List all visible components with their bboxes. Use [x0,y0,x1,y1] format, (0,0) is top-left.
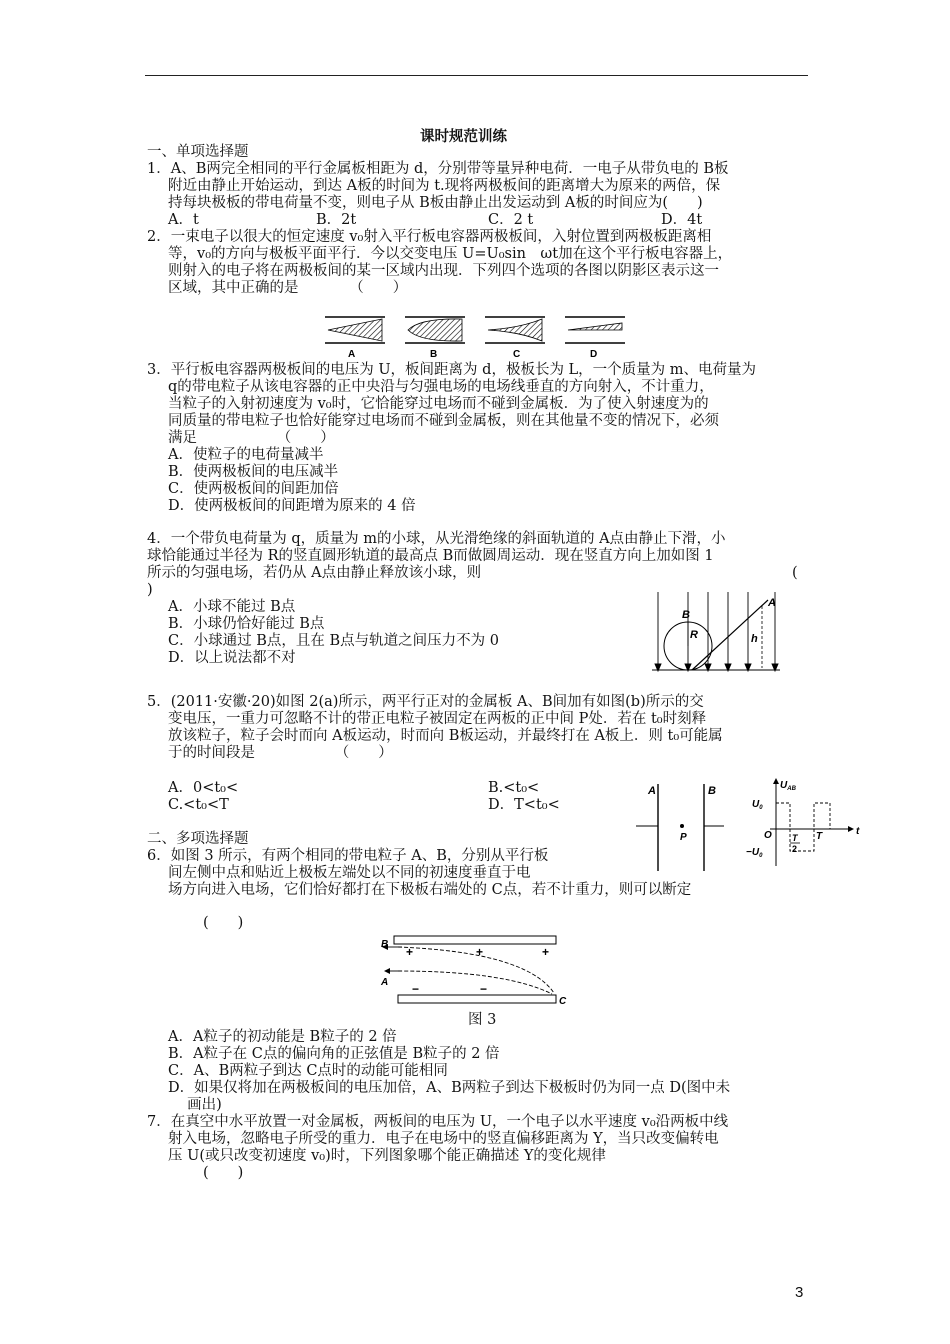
q6-paren: ( ) [203,915,244,931]
q6-option: D．如果仅将加在两极板间的电压加倍，A、B两粒子到达下极板时仍为同一点 D(图中未 [168,1080,731,1096]
q6-minus-sign: − [412,982,420,996]
q5-option: D．T<t₀< [488,797,560,813]
q6-plus-sign: + [542,945,550,959]
q3-line: 满足 （ ） [168,430,335,446]
q6-minus-sign: − [480,982,488,996]
q6-line: 间左侧中点和贴近上极板左端处以不同的初速度垂直于电 [168,865,531,881]
page-number: 3 [795,1284,804,1301]
q6-option: C．A、B两粒子到达 C点时的动能可能相同 [168,1063,448,1079]
q2-fig-label: C [513,349,521,360]
q1-option: B．2t [316,212,357,228]
q3-option: B．使两极板间的电压减半 [168,464,339,480]
q2-line: 等，v₀的方向与极板平面平行．今以交变电压 U=U₀sin ωt加在这个平行板电容器上， [168,246,733,262]
q6-line: 场方向进入电场，它们恰好都打在下极板右端处的 C点，若不计重力，则可以断定 [168,882,692,898]
q2-fig-label: A [348,349,356,360]
q7-line: 射入电场，忽略电子所受的重力．电子在电场中的竖直偏移距离为 Y，当只改变偏转电 [168,1131,719,1147]
q2-line: 区域，其中正确的是 （ ） [168,280,408,296]
q1-option: D．4t [661,212,703,228]
q6-figure [376,934,576,1014]
q4-label-h: h [751,633,758,645]
q3-line: q的带电粒子从该电容器的正中央沿与匀强电场的电场线垂直的方向射入，不计重力， [168,379,714,395]
q4-line: 所示的匀强电场，若仍从 A点由静止释放该小球，则 [147,565,482,581]
q5-label-b: B [708,785,716,797]
q5-option: C.<t₀<T [168,797,229,813]
q2-option-d-diagram [565,317,625,343]
q4-option: A．小球不能过 B点 [168,599,296,615]
q2-option-c-diagram [485,317,545,343]
q3-option: D．使两极板间的间距增为原来的 4 倍 [168,498,416,514]
q5-figure [630,776,870,876]
q5-label-t-axis: t [856,826,860,837]
q2-fig-label: B [430,349,438,360]
q5-label-o: O [764,830,772,841]
q2-fig-label: D [590,349,598,360]
q4-figure [650,590,785,680]
header-rule [145,75,808,76]
q5-label-half-t-bottom: 2 [792,844,798,854]
q1-line: 附近由静止开始运动，到达 A板的时间为 t.现将两极板间的距离增大为原来的两倍，保 [168,178,721,194]
q4-label-b: B [682,609,690,621]
q2-option-b-diagram [405,317,465,343]
q4-paren-close: ) [147,582,153,598]
q5-option: B.<t₀< [488,780,540,796]
q7-paren: ( ) [203,1165,244,1181]
q5-line: 于的时间段是 （ ） [168,745,393,761]
q6-label-a: A [381,977,389,988]
q2-line: 则射入的电子将在两极板间的某一区域内出现．下列四个选项的各图以阴影区表示这一 [168,263,719,279]
q4-paren-open: ( [792,565,798,581]
section-heading-single: 一、单项选择题 [147,144,249,160]
q2-option-a-diagram [325,317,385,343]
page-title: 课时规范训练 [420,128,507,145]
q4-option: C．小球通过 B点，且在 B点与轨道之间压力不为 0 [168,633,499,649]
section-heading-multi: 二、多项选择题 [147,831,249,847]
q5-label-half-t-top: T [792,833,798,843]
q5-label-u0: $U_0$ [752,799,763,811]
q3-line: 3．平行板电容器两极板间的电压为 U，板间距离为 d，极板长为 L，一个质量为 m、电荷量为 [147,362,757,378]
q5-option: A．0<t₀< [168,780,239,796]
q6-label-b: B [381,939,389,950]
q7-line: 压 U(或只改变初速度 v₀)时，下列图象哪个能正确描述 Y的变化规律 [168,1148,606,1164]
q6-label-c: C [559,996,567,1007]
q1-option: A．t [168,212,199,228]
q5-label-t: T [816,831,823,842]
q4-option: B．小球仍恰好能过 B点 [168,616,325,632]
q5-line: 5．(2011·安徽·20)如图 2(a)所示，两平行正对的金属板 A、B间加有如图(b)所示的交 [147,694,704,710]
q4-option: D．以上说法都不对 [168,650,296,666]
q1-line: 持每块极板的带电荷量不变，则电子从 B板由静止出发运动到 A板的时间应为( ) [168,195,703,211]
q5-line: 放该粒子，粒子会时而向 A板运动，时而向 B板运动，并最终打在 A板上．则 t₀可能属 [168,728,723,744]
q1-option: C．2 t [488,212,534,228]
q3-option: C．使两极板间的间距加倍 [168,481,339,497]
q4-line: 球恰能通过半径为 R的竖直圆形轨道的最高点 B而做圆周运动．现在竖直方向上加如图 1 [147,548,714,564]
q5-label-uab: $U_{AB}$ [780,780,796,792]
q5-label-neg-u0: $-U_0$ [746,847,763,859]
q5-label-p: P [680,832,687,843]
q3-line: 当粒子的入射初速度为 v₀时，它恰能穿过电场而不碰到金属板．为了使入射速度为的 [168,396,709,412]
q6-line: 6．如图 3 所示，有两个相同的带电粒子 A、B，分别从平行板 [147,848,549,864]
q3-option: A．使粒子的电荷量减半 [168,447,324,463]
q1-line: 1．A、B两完全相同的平行金属板相距为 d，分别带等量异种电荷．一电子从带负电的 B板 [147,161,729,177]
q4-label-r: R [690,629,698,641]
q4-label-a: A [768,597,776,609]
q6-caption: 图 3 [468,1012,497,1028]
q2-line: 2．一束电子以很大的恒定速度 v₀射入平行板电容器两极板间，入射位置到两极板距离相 [147,229,712,245]
q2-figure [320,312,630,362]
q6-option: B．A粒子在 C点的偏向角的正弦值是 B粒子的 2 倍 [168,1046,500,1062]
q5-label-a: A [648,785,656,797]
q6-plus-sign: + [476,945,484,959]
q6-option: 画出) [168,1097,222,1113]
q4-line: 4．一个带负电荷量为 q，质量为 m的小球，从光滑绝缘的斜面轨道的 A点由静止下滑，小 [147,531,726,547]
q6-plus-sign: + [406,945,414,959]
q7-line: 7．在真空中水平放置一对金属板，两板间的电压为 U，一个电子以水平速度 v₀沿两板中线 [147,1114,729,1130]
q6-option: A．A粒子的初动能是 B粒子的 2 倍 [168,1029,397,1045]
q3-line: 同质量的带电粒子也恰好能穿过电场而不碰到金属板，则在其他量不变的情况下，必须 [168,413,719,429]
q5-line: 变电压，一重力可忽略不计的带正电粒子被固定在两板的正中间 P处．若在 t₀时刻释 [168,711,707,727]
